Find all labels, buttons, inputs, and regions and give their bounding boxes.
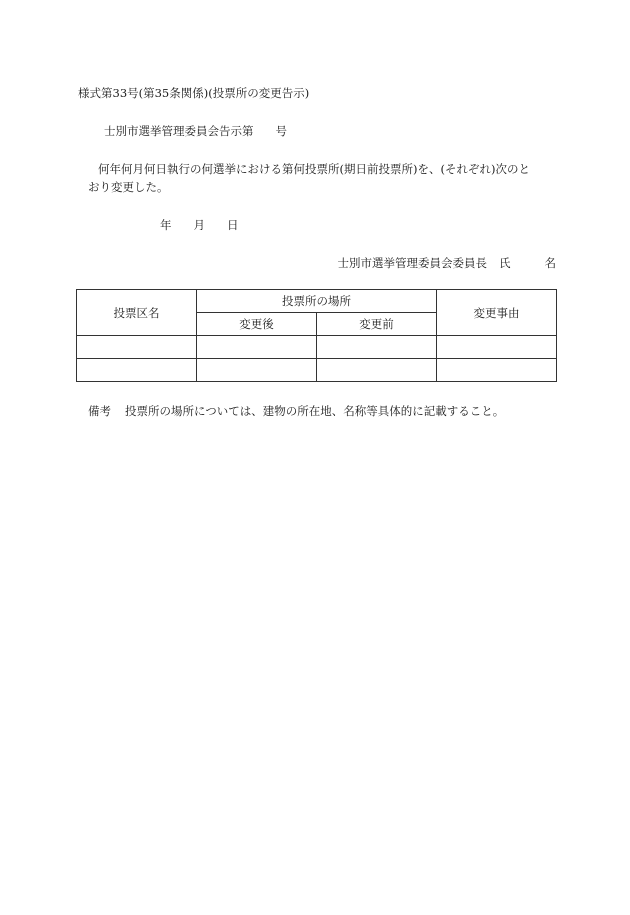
notice-date [160, 217, 239, 233]
remark [88, 403, 504, 419]
notice-number-prefix: 士別市選挙管理委員会告示第 [104, 124, 254, 138]
notice-body-line1: 何年何月何日執行の何選挙における第何投票所(期日前投票所)を、(それぞれ)次のと [98, 162, 530, 176]
table-cell [77, 359, 197, 382]
header-before: 変更前 [317, 313, 437, 336]
table-cell [197, 359, 317, 382]
form-number: 様式第33号(第35条関係)(投票所の変更告示) [78, 86, 310, 100]
table-cell [437, 336, 557, 359]
signer-given: 名 [544, 256, 556, 270]
notice-body [78, 160, 556, 196]
header-location: 投票所の場所 [197, 290, 437, 313]
table-row [77, 336, 557, 359]
notice-body-line2: おり変更した。 [88, 180, 169, 194]
remark-label: 備考 [88, 404, 111, 418]
table-cell [317, 359, 437, 382]
header-reason: 変更事由 [437, 290, 557, 336]
notice-number [104, 123, 287, 139]
header-district: 投票区名 [77, 290, 197, 336]
date-year: 年 [160, 218, 172, 232]
signer-title: 士別市選挙管理委員会委員長 [337, 256, 487, 270]
date-day: 日 [227, 218, 239, 232]
table-cell [437, 359, 557, 382]
signer-surname: 氏 [499, 256, 511, 270]
date-month: 月 [193, 218, 205, 232]
table-cell [317, 336, 437, 359]
signer-line [338, 255, 557, 271]
change-table [76, 289, 557, 382]
table-row [77, 359, 557, 382]
header-after: 変更後 [197, 313, 317, 336]
table-cell [197, 336, 317, 359]
notice-number-suffix: 号 [275, 124, 287, 138]
table-cell [77, 336, 197, 359]
remark-text: 投票所の場所については、建物の所在地、名称等具体的に記載すること。 [125, 404, 505, 418]
